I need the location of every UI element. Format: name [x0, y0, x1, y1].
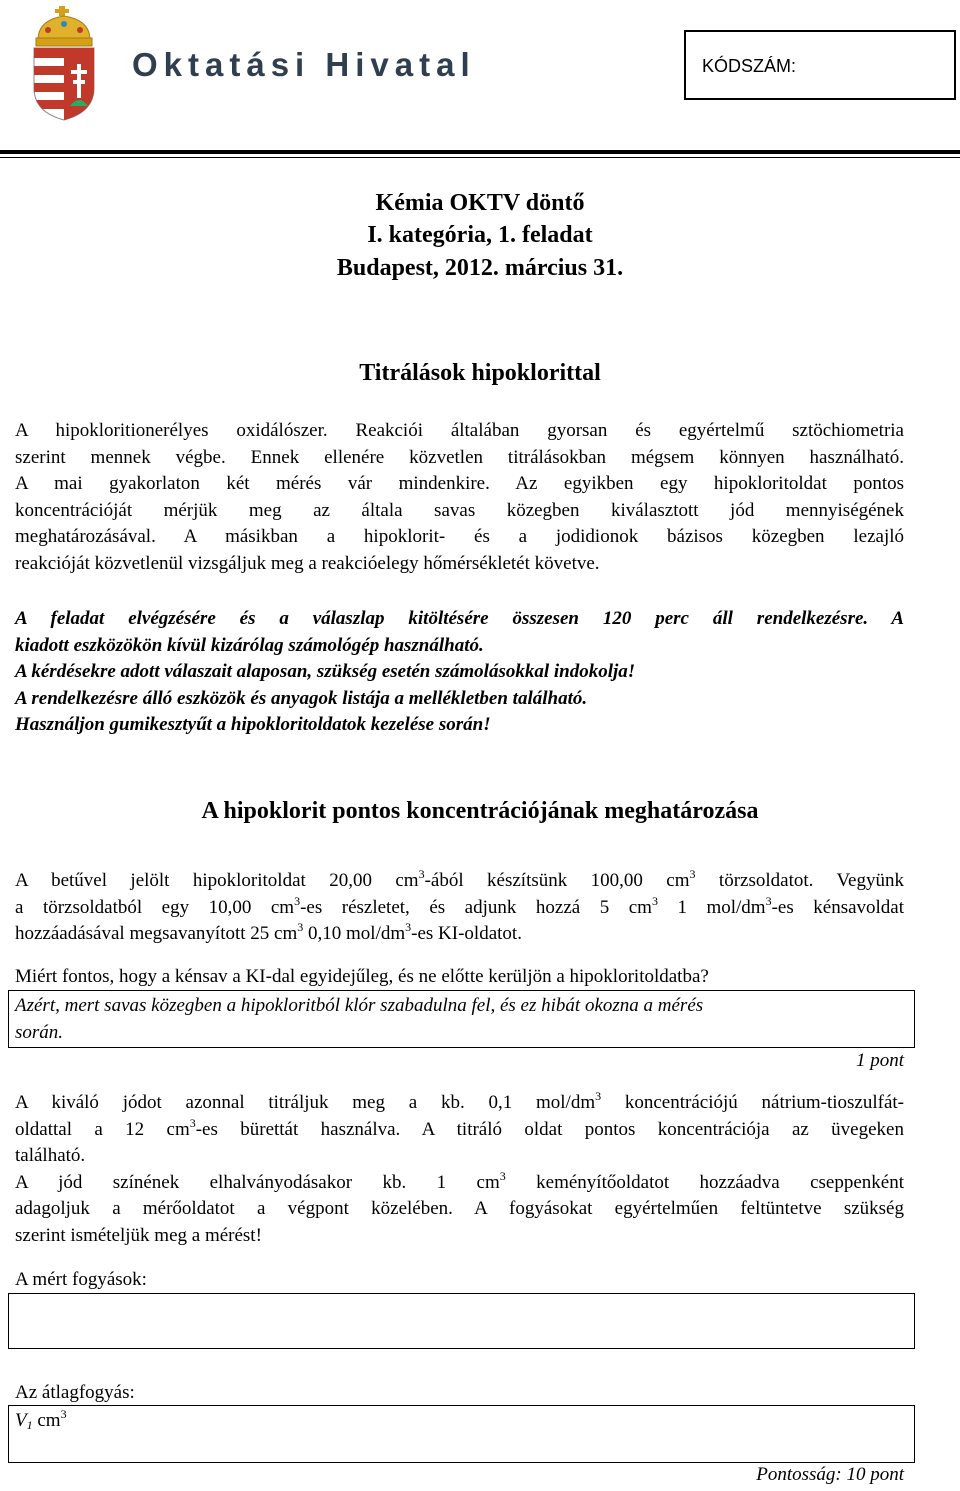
instruction-line: A feladat elvégzésére és a válaszlap kitöltésére összesen 120 perc áll rendelkezésre. A — [15, 608, 904, 629]
header-rule-thick — [0, 150, 960, 154]
organization-name: Oktatási Hivatal — [132, 46, 476, 83]
intro-line: A mai gyakorlaton két mérés vár mindenkire. Az egyikben egy hipokloritoldat pontos — [15, 473, 904, 494]
answer-text: Azért, mert savas közegben a hipokloritból klór szabadulna fel, és ez hibát okozna a mérés során. — [15, 995, 704, 1043]
titration-line: A jód színének elhalványodásakor kb. 1 $cm^3$ keményítőoldatot hozzáadva cseppenként — [15, 1168, 904, 1193]
average-label: Az átlagfogyás: — [15, 1382, 135, 1403]
task-title: Titrálások hipoklorittal — [359, 360, 601, 386]
procedure-line: A betűvel jelölt hipokloritoldat 20,00 $cm^3$-ából készítsünk 100,00 $cm^3$ törzsoldatot. Vegyünk — [15, 867, 904, 891]
procedure-line: a törzsoldatból egy 10,00 $cm^3-es$ részletet, és adjunk hozzá 5 $cm^3$ 1 mol/$dm^3-es$ kénsavoldat — [15, 893, 905, 918]
titration-line: szerint ismételjük meg a mérést! — [15, 1224, 262, 1246]
titration-line: található. — [15, 1145, 86, 1166]
average-answer-box[interactable] — [8, 1405, 915, 1463]
exam-title: Kémia OKTV döntő — [375, 190, 585, 216]
titration-line: adagoljuk a mérőoldatot a végpont közelében. A fogyásokat egyértelműen feltüntetve szükség — [15, 1198, 904, 1219]
intro-line: reakcióját közvetlenül vizsgáljuk meg a reakcióelegy hőmérsékletét követve. — [15, 552, 600, 574]
total-score-label: Pontosság: 10 pont — [756, 1464, 904, 1485]
average-variable: $V_1$ $cm^3$ — [15, 1407, 67, 1432]
titration-paragraph — [15, 1090, 904, 1249]
measured-answer-box[interactable] — [8, 1293, 915, 1349]
instruction-line: A kérdésekre adott válaszait alaposan, szükség esetén számolásokkal indokolja! — [15, 661, 636, 682]
titration-line: oldattal a 12 $cm^3-es$ bürettát használva. A titráló oldat pontos koncentrációja az üvegeken — [15, 1115, 904, 1140]
exam-category: I. kategória, 1. feladat — [367, 222, 593, 248]
titration-line: A kiváló jódot azonnal titráljuk meg a kb. 0,1 mol/$dm^3$ koncentrációjú nátrium-tioszulfát- — [15, 1089, 904, 1113]
instruction-line: A rendelkezésre álló eszközök és anyagok listája a mellékletben található. — [15, 687, 588, 709]
exam-date: Budapest, 2012. március 31. — [336, 255, 624, 281]
code-number-box[interactable] — [684, 30, 956, 100]
question-text: Miért fontos, hogy a kénsav a KI-dal egyidejűleg, és ne előtte kerüljön a hipokloritoldatba? — [15, 966, 709, 987]
code-number-label: KÓDSZÁM: — [702, 56, 797, 76]
answer-box[interactable] — [8, 990, 915, 1048]
header-rule-thin — [0, 157, 960, 158]
instruction-line: kiadott eszközökön kívül kizárólag számológép használható. — [15, 634, 484, 656]
intro-line: A hipokloritionerélyes oxidálószer. Reakciói általában gyorsan és egyértelmű sztöchiometria — [15, 420, 904, 441]
instructions — [15, 606, 904, 739]
procedure-paragraph — [15, 868, 904, 948]
measured-label: A mért fogyások: — [15, 1269, 147, 1290]
section-title: A hipoklorit pontos koncentrációjának meghatározása — [201, 798, 759, 824]
intro-line: meghatározásával. A másikban a hipoklorit- és a jodidionok bázisos közegben lezajló — [15, 526, 904, 547]
intro-line: szerint mennek végbe. Ennek ellenére közvetlen titrálásokban mégsem könnyen használható. — [15, 446, 904, 468]
instruction-line: Használjon gumikesztyűt a hipokloritoldatok kezelése során! — [15, 714, 491, 735]
procedure-line: hozzáadásával megsavanyított 25 $cm^3$ 0,10 mol/$dm^3-es$ KI-oldatot. — [15, 920, 522, 944]
coat-of-arms-logo — [28, 6, 100, 122]
intro-paragraph — [15, 418, 904, 577]
score-label: 1 pont — [855, 1050, 904, 1071]
intro-line: koncentrációját mérjük meg az általa savas közegben kiválasztott jód mennyiségének — [15, 499, 904, 521]
